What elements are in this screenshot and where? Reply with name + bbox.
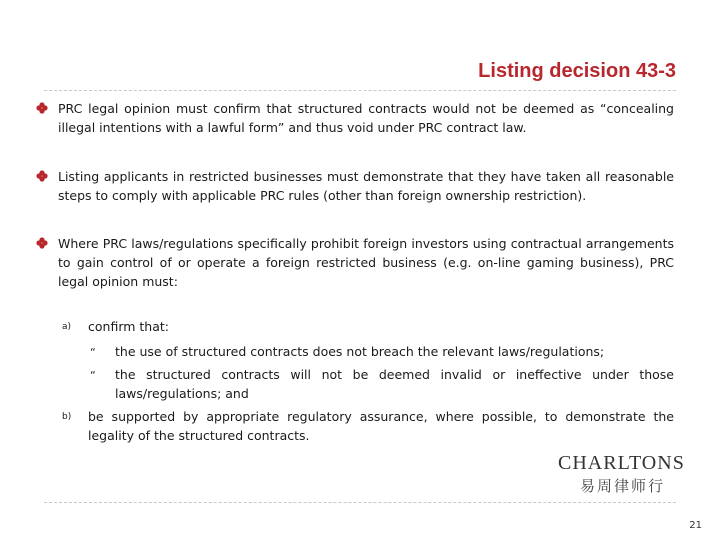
sub-item bbox=[62, 407, 674, 445]
bottom-divider bbox=[44, 502, 676, 503]
page-number: 21 bbox=[689, 520, 702, 531]
bullet-item bbox=[36, 99, 674, 137]
sub-sub-item bbox=[90, 365, 674, 403]
sub-item-marker: a) bbox=[62, 322, 72, 332]
slide-title: Listing decision 43-3 bbox=[478, 60, 676, 82]
sub-item-marker: b) bbox=[62, 412, 72, 422]
bullet-item bbox=[36, 167, 674, 205]
sub-sub-item bbox=[90, 342, 674, 361]
diamond-bullet-icon bbox=[36, 170, 48, 182]
bullet-text: Listing applicants in restricted businesses must demonstrate that they have taken all reasonable steps to comply with applicable PRC rules (other than foreign ownership restriction). bbox=[58, 169, 674, 203]
diamond-bullet-icon bbox=[36, 237, 48, 249]
sub-item-text: be supported by appropriate regulatory assurance, where possible, to demonstrate the legality of the structured contracts. bbox=[88, 409, 674, 443]
charltons-logo bbox=[558, 452, 718, 496]
diamond-bullet-icon bbox=[36, 102, 48, 114]
bullet-text: Where PRC laws/regulations specifically prohibit foreign investors using contractual arrangements to gain control of or operate a foreign restricted business (e.g. on-line gaming business), PRC legal opinion must: bbox=[58, 236, 674, 289]
logo-chinese-name: 易周律师行 bbox=[580, 477, 666, 495]
sub-sub-item-marker: “ bbox=[90, 346, 96, 359]
top-divider bbox=[44, 90, 676, 91]
sub-sub-item-text: the structured contracts will not be deemed invalid or ineffective under those laws/regulations; and bbox=[115, 367, 674, 401]
sub-item-text: confirm that: bbox=[88, 319, 169, 334]
sub-item bbox=[62, 317, 674, 336]
sub-sub-item-text: the use of structured contracts does not breach the relevant laws/regulations; bbox=[115, 344, 605, 359]
sub-sub-item-marker: “ bbox=[90, 369, 96, 382]
bullet-text: PRC legal opinion must confirm that structured contracts would not be deemed as “concealing illegal intentions with a lawful form” and thus void under PRC contract law. bbox=[58, 101, 674, 135]
bullet-item bbox=[36, 234, 674, 291]
logo-name: CHARLTONS bbox=[558, 452, 685, 474]
